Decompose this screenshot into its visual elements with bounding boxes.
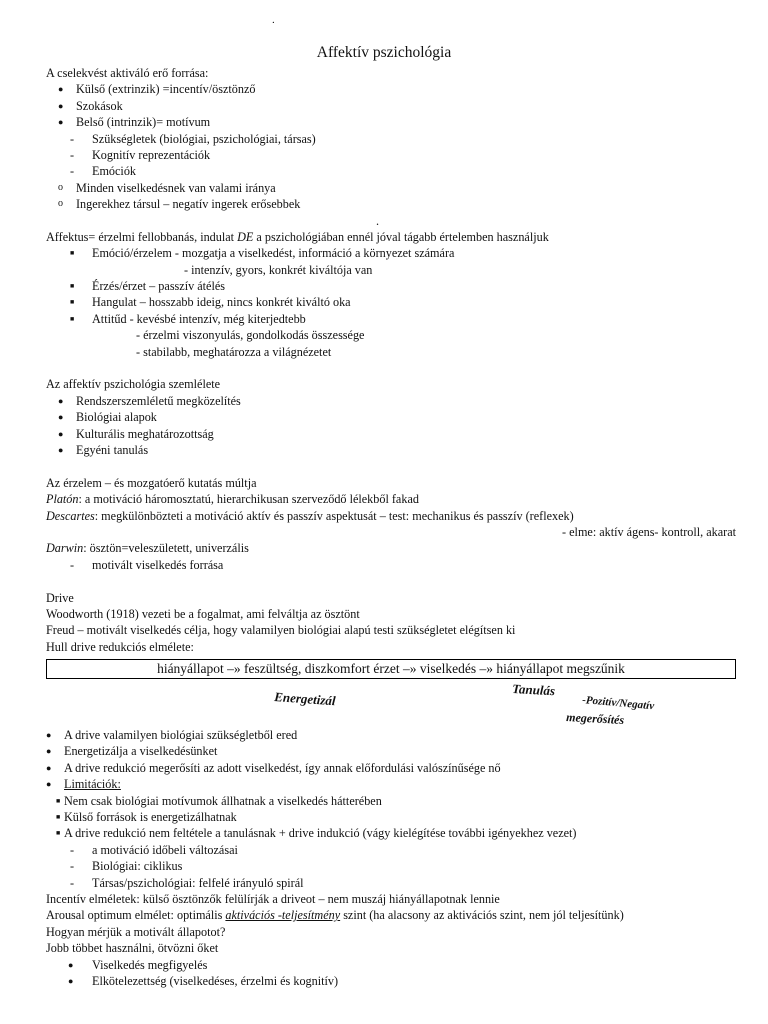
drive-line: Woodworth (1918) vezeti be a fogalmat, ami felváltja az ösztönt [46,606,360,621]
dash-icon: - [70,875,75,890]
square-bullet-icon: ■ [56,813,61,822]
bullet-icon: ● [58,84,64,95]
square-bullet-icon: ■ [70,282,75,291]
drive-line: Freud – motivált viselkedés célja, hogy valamilyen biológiai alapú testi szükségletet elégítsen ki [46,623,516,638]
list-item: ● A drive redukció megerősíti az adott viselkedést, így annak előfordulási valószínűsége nő [46,760,501,775]
list-item: - Kognitív reprezentációk [70,147,211,162]
drive-heading: Drive [46,590,74,605]
circle-bullet-icon: o [58,198,63,210]
handwriting-note: -Pozitív/Negatív [581,694,655,713]
list-item: ■ Attitűd - kevésbé intenzív, még kiterjedtebb [70,311,306,326]
arousal-line: Arousal optimum elmélet: optimális aktivációs -teljesítmény szint (ha alacsony az aktivációs szint, nem jól teljesítünk) [46,908,624,923]
descartes-line: Descartes: megkülönbözteti a motiváció aktív és passzív aspektusát – test: mechanikus és passzív (reflexek) [46,508,574,523]
list-item: - Biológiai: ciklikus [70,859,183,874]
bullet-icon: ● [58,412,64,423]
list-item: ■ Nem csak biológiai motívumok állhatnak a viselkedés hátterében [56,793,382,808]
section3-heading: Az affektív pszichológia szemlélete [46,377,221,392]
bullet-icon: ● [58,100,64,111]
list-item: ■ Emóció/érzelem - mozgatja a viselkedést, információ a környezet számára [70,246,455,261]
dash-icon: - [70,859,75,874]
platon-line: Platón: a motiváció háromosztatú, hierarchikusan szerveződő lélekből fakad [46,492,419,507]
list-item: ● Szokások [58,98,123,113]
hull-diagram-box: hiányállapot –» feszültség, diszkomfort érzet –» viselkedés –» hiányállapot megszűnik [46,659,736,679]
square-bullet-icon: ■ [70,314,75,323]
list-item: ● Limitációk: [46,777,121,792]
bullet-icon: ● [58,117,64,128]
list-item: - Társas/pszichológiai: felfelé irányuló spirál [70,875,304,890]
incentiv-line: Incentív elméletek: külső ösztönzők felülírják a driveot – nem muszáj hiányállapotnak lennie [46,891,500,906]
dash-icon: - [70,842,75,857]
list-item: - Szükségletek (biológiai, pszichológiai, társas) [70,131,316,146]
bullet-icon: ● [58,444,64,455]
spacer [46,213,736,229]
jobb-line: Jobb többet használni, ötvözni őket [46,941,219,956]
list-item: o Ingerekhez társul – negatív ingerek erősebbek [58,197,301,212]
bullet-icon: ● [58,395,64,406]
affektus-definition: Affektus= érzelmi fellobbanás, indulat DE a pszichológiában ennél jóval tágabb értelemben használjuk [46,229,549,244]
dash-icon: - [70,147,75,162]
list-item: ● A drive valamilyen biológiai szükségletből ered [46,728,298,743]
page-dot-mark: . [272,14,275,26]
list-item: ■ Érzés/érzet – passzív átélés [70,279,225,294]
list-item: ■ Külső források is energetizálhatnak [56,810,237,825]
list-item: - motivált viselkedés forrása [70,557,224,572]
darwin-line: Darwin: ösztön=veleszületett, univerzális [46,541,249,556]
list-item: ● Rendszerszemléletű megközelítés [58,393,241,408]
handwriting-svg [46,681,736,727]
document-body [46,65,736,989]
list-item: o Minden viselkedésnek van valami iránya [58,180,276,195]
drive-line: Hull drive redukciós elmélete: [46,639,194,654]
square-bullet-icon: ■ [70,298,75,307]
dash-icon: - [70,164,75,179]
list-item: ● Viselkedés megfigyelés [68,957,208,972]
square-bullet-icon: ■ [70,249,75,258]
list-item: - stabilabb, meghatározza a világnézetet [136,344,332,359]
square-bullet-icon: ■ [56,829,61,838]
handwriting-note: Tanulás [511,681,556,699]
mid-dot-mark: . [376,213,380,228]
section1-heading: A cselekvést aktiváló erő forrása: [46,66,209,80]
list-item: - Emóciók [70,164,137,179]
list-item: ■ Hangulat – hosszabb ideig, nincs konkrét kiváltó oka [70,295,351,310]
list-item: ● Biológiai alapok [58,410,157,425]
list-item: ● Energetizálja a viselkedésünket [46,744,218,759]
dash-icon: - [70,131,75,146]
circle-bullet-icon: o [58,181,63,193]
list-item: - a motiváció időbeli változásai [70,842,238,857]
bullet-icon: ● [46,746,52,757]
list-item: ● Külső (extrinzik) =incentív/ösztönző [58,82,256,97]
list-item: ● Belső (intrinzik)= motívum [58,115,211,130]
hogyan-line: Hogyan mérjük a motivált állapotot? [46,924,226,939]
square-bullet-icon: ■ [56,796,61,805]
handwritten-notes [46,681,736,727]
list-item: ● Kulturális meghatározottság [58,426,214,441]
bullet-icon: ● [46,730,52,741]
section4-heading: Az érzelem – és mozgatóerő kutatás múltja [46,475,257,490]
bullet-icon: ● [68,959,74,970]
list-item: - intenzív, gyors, konkrét kiváltója van [184,262,373,277]
handwriting-note: Energetizál [273,689,337,709]
bullet-icon: ● [68,975,74,986]
list-item: ● Elkötelezettség (viselkedéses, érzelmi és kognitív) [68,973,339,988]
handwriting-note: megerősítés [565,710,625,728]
page-title: Affektív pszichológia [316,44,452,61]
list-item: ■ A drive redukció nem feltétele a tanulásnak + drive indukció (vágy kielégítése további igényekhez vezet) [56,826,577,841]
list-item: ● Egyéni tanulás [58,442,149,457]
descartes-sub-line: - elme: aktív ágens- kontroll, akarat [562,524,736,539]
list-item: - érzelmi viszonyulás, gondolkodás összessége [136,328,365,343]
bullet-icon: ● [58,428,64,439]
bullet-icon: ● [46,762,52,773]
bullet-icon: ● [46,779,52,790]
dash-icon: - [70,557,75,572]
